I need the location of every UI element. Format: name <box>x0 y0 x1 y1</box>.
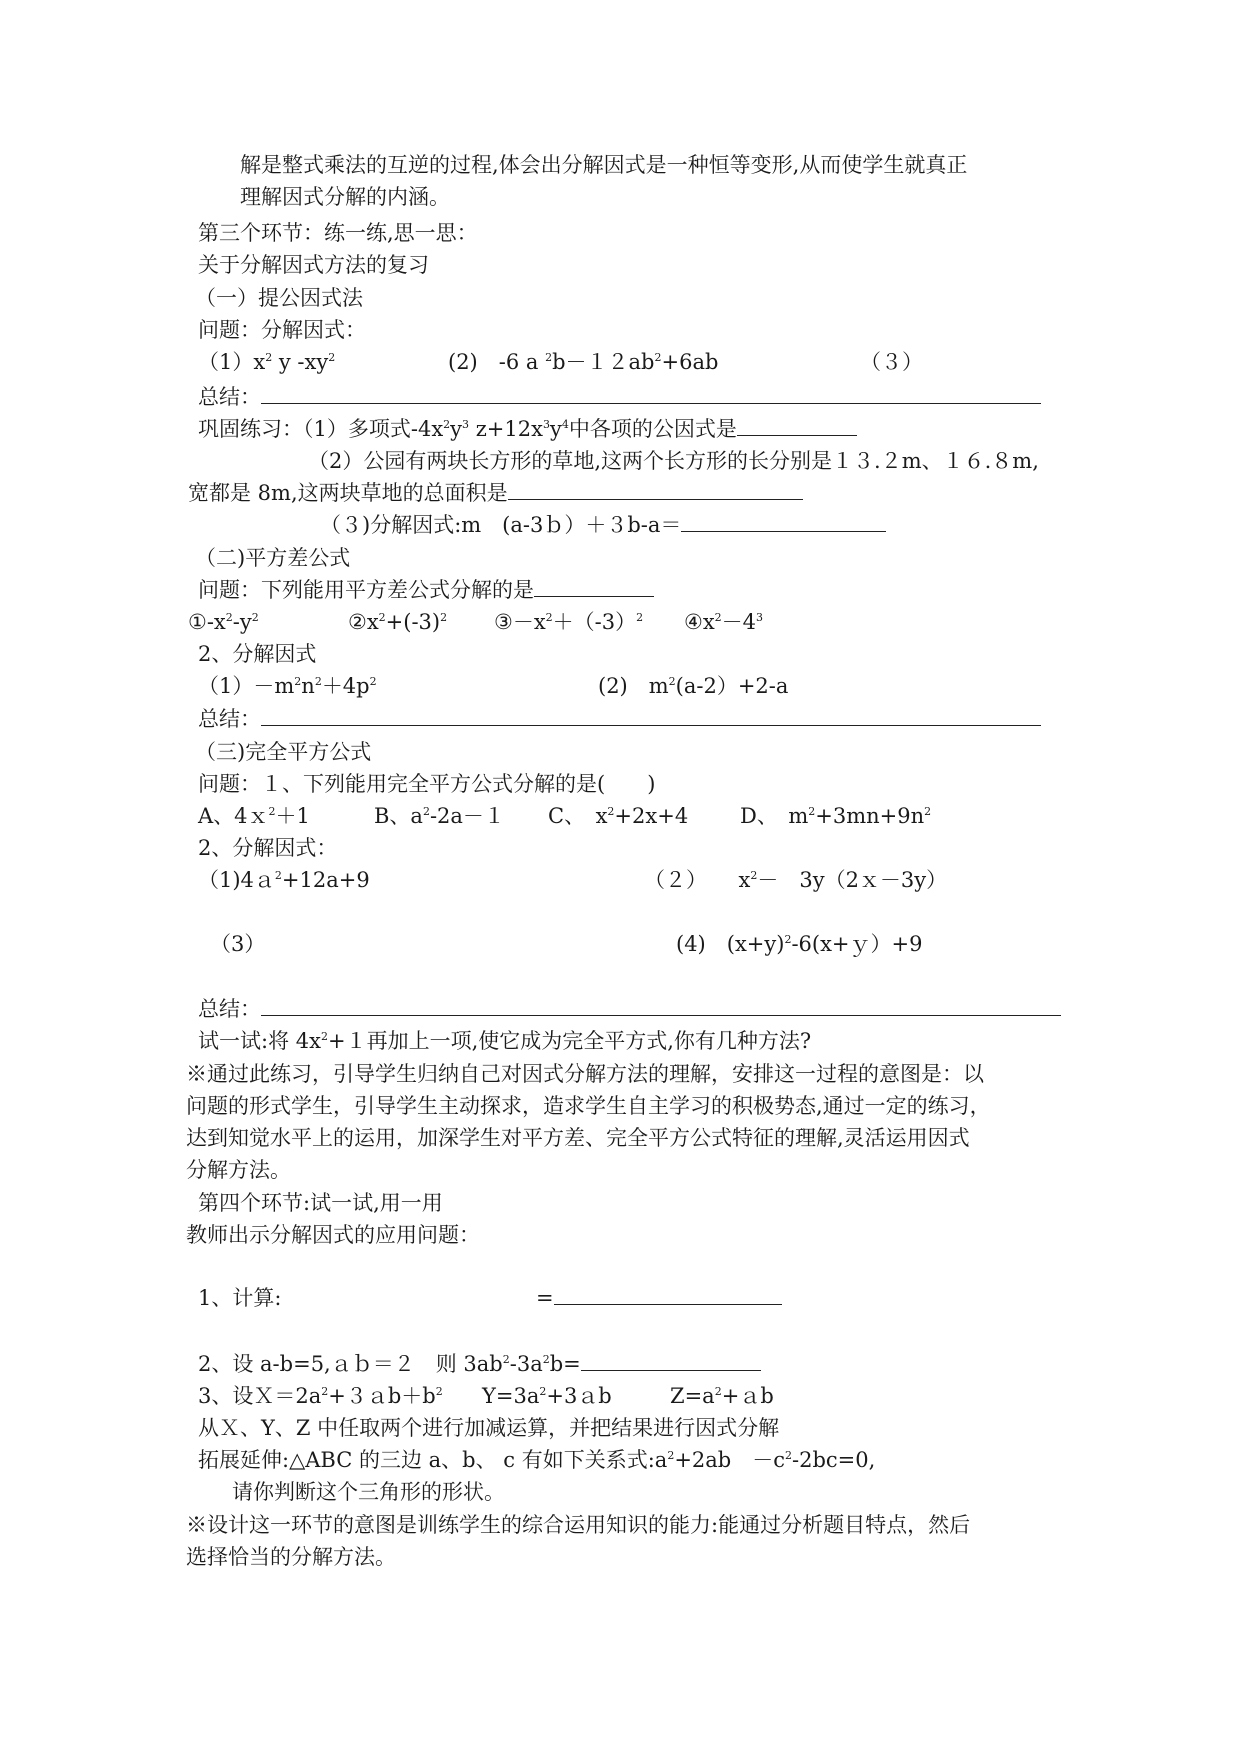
calc-2: 2、设 a-b=5,ａｂ＝２ 则 $3ab^2-3a^2b=$ <box>198 1349 761 1379</box>
calc-3-x: 3、设$X=2a^2+3ab+b^2$ <box>198 1384 443 1408</box>
part3-optB: B、$a^2-2a-1$ <box>374 804 505 828</box>
note1-line-4: 分解方法。 <box>186 1158 291 1182</box>
part2-s2: (2) $m^2(a-2)+2-a$ <box>598 674 789 698</box>
calc-4: 从Ｘ、Y、Z 中任取两个进行加减运算，并把结果进行因式分解 <box>198 1416 780 1440</box>
part1-question: 问题：分解因式： <box>198 318 366 342</box>
part3-f2: （２） $x^2-$ 3y（2ｘ－3y） <box>644 868 948 892</box>
practice-1-blank <box>737 417 857 436</box>
part2-opt3: $③-x^2+(-3)^2$ <box>494 610 644 634</box>
try-line: 试一试:将 $4x^2+1$再加上一项,使它成为完全平方式,你有几种方法? <box>198 1029 812 1053</box>
part2-s1: $(1)-m^2n^2+4p^2$ <box>198 674 377 698</box>
calc-1-blank <box>554 1286 782 1305</box>
calc-1: 1、计算: <box>198 1286 282 1310</box>
calc-3-z: $Z=a^2+ab$ <box>670 1384 774 1408</box>
section4-intro: 教师出示分解因式的应用问题： <box>186 1223 480 1247</box>
part3-heading: （三)完全平方公式 <box>195 740 372 764</box>
part3-f3: （3） <box>210 932 266 956</box>
note1-line-2: 问题的形式学生，引导学生主动探求，造求学生自主学习的积极势态,通过一定的练习， <box>186 1094 991 1118</box>
note2-line-2: 选择恰当的分解方法。 <box>186 1545 396 1569</box>
part2-opt4: $④x^2-4^3$ <box>684 610 764 634</box>
part2-opt2: $②x^2+(-3)^2$ <box>348 610 448 634</box>
part3-optD: D、 $m^2+3mn+9n^2$ <box>740 804 932 828</box>
part1-q3: （３） <box>860 350 923 374</box>
section3-subtitle: 关于分解因式方法的复习 <box>198 253 429 277</box>
part2-sub: 2、分解因式 <box>198 642 317 666</box>
extension-line-2: 请你判断这个三角形的形状。 <box>232 1480 505 1504</box>
calc-2-blank <box>581 1352 761 1371</box>
part3-sub: 2、分解因式： <box>198 836 338 860</box>
section4-title: 第四个环节:试一试,用一用 <box>198 1191 443 1215</box>
part2-summary: 总结： <box>198 704 1041 734</box>
part3-optC: C、 $x^2+2x+4$ <box>548 804 689 828</box>
part3-f1: （1)4ａ$^2$+12a+9 <box>198 868 370 892</box>
note1-line-3: 达到知觉水平上的运用，加深学生对平方差、完全平方公式特征的理解,灵活运用因式 <box>186 1126 970 1150</box>
intro-line-2: 理解因式分解的内涵。 <box>240 185 450 209</box>
part2-question: 问题：下列能用平方差公式分解的是 <box>198 575 654 605</box>
part3-summary: 总结： <box>198 994 1061 1024</box>
part1-summary: 总结： <box>198 382 1041 412</box>
part3-question: 问题：１、下列能用完全平方公式分解的是( ) <box>198 772 656 796</box>
part2-opt1: $①-x^2-y^2$ <box>188 610 259 634</box>
part1-q1: $(1)x^2$ y $-xy^2$ <box>198 350 336 374</box>
part2-question-blank <box>534 578 654 597</box>
practice-2-blank <box>508 481 803 500</box>
practice-3: （３)分解因式:m (a-3ｂ）＋３b-a＝ <box>320 510 886 540</box>
section3-title: 第三个环节：练一练,思一思： <box>198 221 478 245</box>
practice-2-line-2: 宽都是 8m,这两块草地的总面积是 <box>188 478 803 508</box>
intro-line-1: 解是整式乘法的互逆的过程,体会出分解因式是一种恒等变形,从而使学生就真正 <box>240 153 968 177</box>
part3-optA: A、4ｘ$^2$＋1 <box>198 804 310 828</box>
part3-summary-blank <box>261 997 1061 1016</box>
part1-q2: (2) -6 a $^2b-12ab^2+6ab$ <box>448 350 719 374</box>
extension: 拓展延伸:△ABC 的三边 a、b、 c 有如下关系式$:a^2+2ab$ $-c^2-2bc=0$, <box>198 1448 876 1472</box>
note2-line-1: ※设计这一环节的意图是训练学生的综合运用知识的能力:能通过分析题目特点，然后 <box>186 1513 971 1537</box>
practice-2-line-1: （2）公园有两块长方形的草地,这两个长方形的长分别是１３.２m、１６.８m, <box>308 449 1039 473</box>
part3-f4: (4) $(x+y)^2-6(x+y)+9$ <box>676 932 923 956</box>
summary-blank <box>261 385 1041 404</box>
part2-summary-blank <box>261 707 1041 726</box>
practice-3-blank <box>681 513 886 532</box>
part2-heading: （二)平方差公式 <box>195 546 351 570</box>
note1-line-1: ※通过此练习，引导学生归纳自己对因式分解方法的理解，安排这一过程的意图是：以 <box>186 1062 984 1086</box>
calc-3-y: $Y=3a^2+3ab$ <box>482 1384 612 1408</box>
calc-1-answer: = <box>536 1283 782 1313</box>
practice-1: 巩固练习：（1）多项式$-4x^2y^3$ $z+12x^3y^4$中各项的公因式是 <box>198 414 857 444</box>
part1-heading: （一）提公因式法 <box>195 286 363 310</box>
